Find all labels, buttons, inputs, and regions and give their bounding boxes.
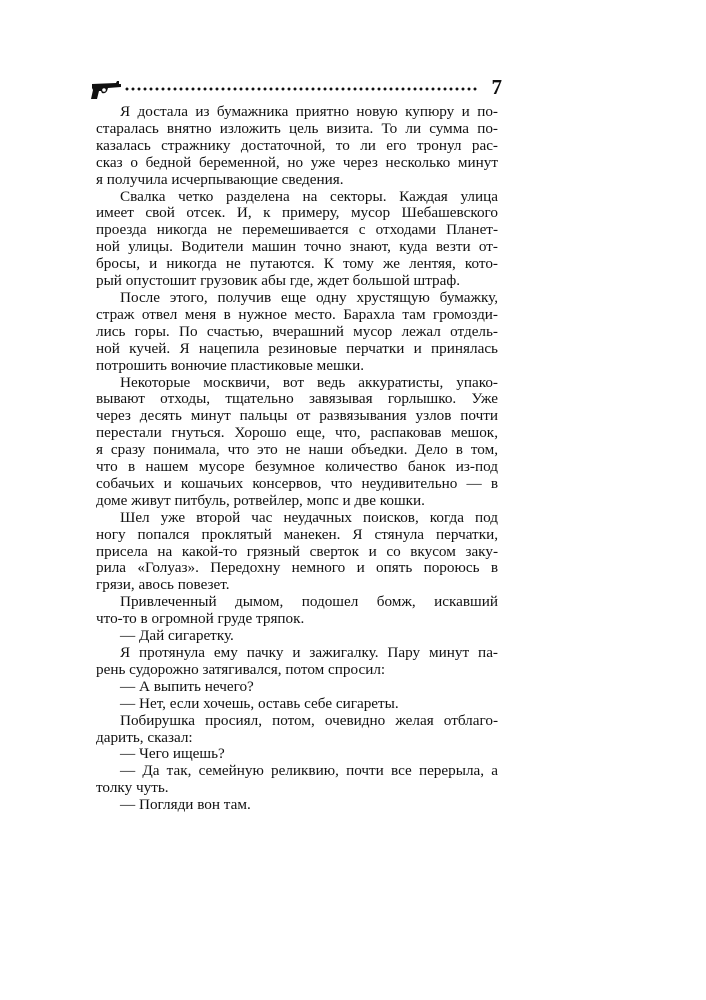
text-line: сказ о бедной беременной, но уже через несколько минут: [96, 153, 498, 171]
paragraph: [96, 679, 498, 696]
paragraph: [96, 510, 498, 595]
text-line: я получила исчерпывающие сведения.: [96, 170, 344, 188]
text-line: собачьих и кошачьих консервов, что неудивительно — в: [96, 474, 498, 492]
text-line: что в нашем мусоре безумное количество банок из-под: [96, 458, 498, 476]
text-line: я сразу понимала, что это не наши объедки. Дело в том,: [96, 441, 498, 459]
text-line: — Погляди вон там.: [120, 796, 251, 814]
revolver-icon: [90, 78, 122, 100]
text-line: Шел уже второй час неудачных поисков, когда под: [120, 508, 498, 526]
paragraph: [96, 696, 498, 713]
paragraph: [96, 290, 498, 375]
text-line: ногу попался проклятый манекен. Я стянула перчатки,: [96, 525, 498, 543]
text-line: рень судорожно затягивался, потом спросил:: [96, 660, 386, 678]
text-line: рила «Голуаз». Передохну немного и опять пороюсь в: [96, 559, 498, 577]
text-line: рый опустошит грузовик абы где, ждет большой штраф.: [96, 272, 460, 290]
text-line: грязи, авось повезет.: [96, 576, 230, 594]
body-text: [96, 104, 498, 814]
text-line: страж отвел меня в нужное место. Барахла там громозди-: [96, 305, 498, 323]
text-line: — Чего ищешь?: [120, 745, 225, 763]
text-line: — Дай сигаретку.: [120, 627, 234, 645]
text-line: лись горы. По счастью, вчерашний мусор лежал отдель-: [96, 322, 498, 340]
paragraph: [96, 645, 498, 679]
text-line: доме живут питбуль, ротвейлер, мопс и две кошки.: [96, 491, 425, 509]
paragraph: [96, 189, 498, 290]
text-line: Побирушка просиял, потом, очевидно желая отблаго-: [120, 711, 498, 729]
text-line: дарить, сказал:: [96, 728, 193, 746]
text-line: имеет свой отсек. И, к примеру, мусор Шебашевского: [96, 204, 498, 222]
text-line: Свалка четко разделена на секторы. Каждая улица: [120, 187, 498, 205]
text-line: старалась внятно изложить цель визита. То ли сумма по-: [96, 119, 498, 137]
paragraph: [96, 375, 498, 510]
text-line: Я достала из бумажника приятно новую купюру и по-: [120, 103, 498, 120]
text-line: через десять минут пальцы от развязывания узлов почти: [96, 407, 498, 425]
text-line: После этого, получив еще одну хрустящую бумажку,: [120, 288, 498, 306]
text-line: Я протянула ему пачку и зажигалку. Пару минут па-: [120, 644, 498, 661]
text-line: вывают отходы, тщательно завязывая горлышко. Уже: [96, 390, 498, 408]
paragraph: [96, 628, 498, 645]
text-line: бросы, и никогда не путаются. К тому же лентяя, кото-: [96, 255, 498, 273]
text-line: перестали гнуться. Хорошо еще, что, распаковав мешок,: [96, 424, 498, 442]
text-line: ной улицы. Водители машин точно знают, куда везти от-: [96, 238, 498, 256]
text-line: ной кучей. Я нацепила резиновые перчатки и принялась: [96, 339, 498, 357]
paragraph: [96, 746, 498, 763]
paragraph: [96, 797, 498, 814]
paragraph: [96, 104, 498, 189]
text-line: Некоторые москвичи, вот ведь аккуратисты, упако-: [120, 373, 498, 391]
running-header: [90, 75, 502, 100]
dotted-rule: [124, 87, 479, 91]
paragraph: [96, 713, 498, 747]
text-line: — Да так, семейную реликвию, почти все перерыла, а: [120, 762, 498, 780]
text-line: присела на какой-то грязный сверток и со вкусом заку-: [96, 542, 498, 560]
text-line: казалась стражнику достаточной, то ли его тронул рас-: [96, 136, 498, 154]
text-line: потрошить вонючие пластиковые мешки.: [96, 356, 364, 374]
paragraph: [96, 594, 498, 628]
text-line: толку чуть.: [96, 779, 169, 797]
paragraph: [96, 763, 498, 797]
text-line: что-то в огромной груде тряпок.: [96, 610, 305, 628]
page-number: 7: [491, 75, 502, 99]
text-line: — А выпить нечего?: [120, 677, 254, 695]
text-line: Привлеченный дымом, подошел бомж, искавший: [120, 593, 498, 611]
text-line: проезда никогда не перемешивается с отходами Планет-: [96, 221, 498, 239]
text-line: — Нет, если хочешь, оставь себе сигареты.: [120, 694, 399, 712]
